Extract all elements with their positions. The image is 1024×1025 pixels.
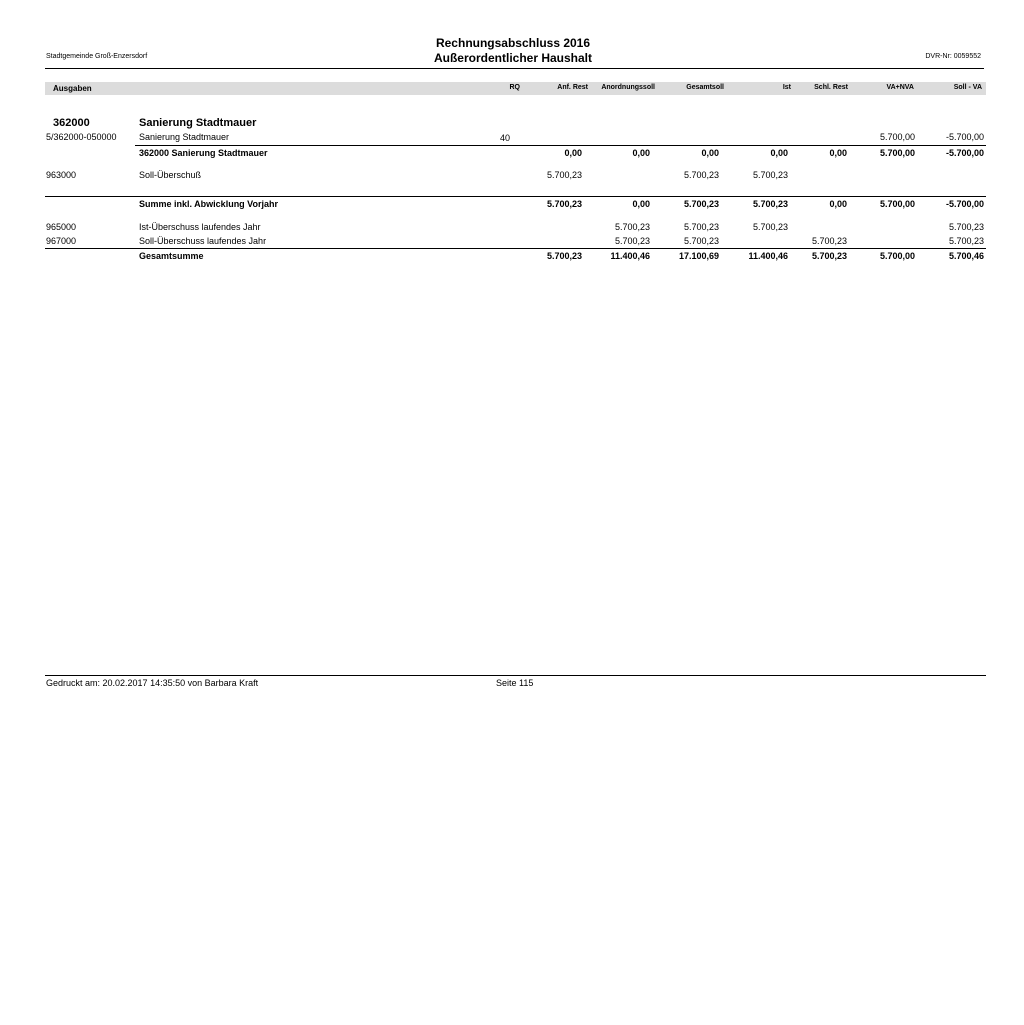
footer-divider <box>45 675 986 676</box>
soll-ueberschuss-lfd-anordnungssoll: 5.700,23 <box>614 236 650 246</box>
col-ist: Ist <box>782 84 791 91</box>
soll-ueberschuss-lfd-schl-rest: 5.700,23 <box>811 236 847 246</box>
account-soll-va: -5.700,00 <box>945 132 984 142</box>
row-divider <box>45 248 986 249</box>
report-title: Rechnungsabschluss 2016 <box>435 36 591 50</box>
gesamtsumme-soll-va: 5.700,46 <box>948 251 984 261</box>
subtotal-anordnungssoll: 0,00 <box>632 148 650 158</box>
gesamtsumme-anordnungssoll: 11.400,46 <box>610 251 650 261</box>
ist-ueberschuss-ist: 5.700,23 <box>752 222 788 232</box>
account-label: Sanierung Stadtmauer <box>139 132 230 142</box>
col-schl-rest: Schl. Rest <box>814 84 848 91</box>
col-rq: RQ <box>509 84 520 91</box>
col-ausgaben: Ausgaben <box>53 84 92 93</box>
account-code: 5/362000-050000 <box>46 132 117 142</box>
soll-ueberschuss-lfd-gesamtsoll: 5.700,23 <box>683 236 719 246</box>
col-gesamtsoll: Gesamtsoll <box>686 84 724 91</box>
summe-vorjahr-gesamtsoll: 5.700,23 <box>683 199 719 209</box>
summe-vorjahr-anordnungssoll: 0,00 <box>632 199 650 209</box>
ist-ueberschuss-anordnungssoll: 5.700,23 <box>614 222 650 232</box>
account-va-nva: 5.700,00 <box>879 132 915 142</box>
soll-ueberschuss-code: 963000 <box>46 170 77 180</box>
subtotal-label: 362000 Sanierung Stadtmauer <box>139 148 268 158</box>
col-soll-va: Soll - VA <box>953 84 982 91</box>
gesamtsumme-label: Gesamtsumme <box>139 251 204 261</box>
subtotal-gesamtsoll: 0,00 <box>701 148 719 158</box>
subtotal-soll-va: -5.700,00 <box>945 148 984 158</box>
soll-ueberschuss-ist: 5.700,23 <box>752 170 788 180</box>
gesamtsumme-gesamtsoll: 17.100,69 <box>678 251 719 261</box>
soll-ueberschuss-gesamtsoll: 5.700,23 <box>683 170 719 180</box>
gesamtsumme-schl-rest: 5.700,23 <box>811 251 847 261</box>
account-rq: 40 <box>500 133 511 143</box>
subtotal-ist: 0,00 <box>770 148 788 158</box>
row-divider <box>45 196 986 197</box>
soll-ueberschuss-lfd-label: Soll-Überschuss laufendes Jahr <box>139 236 267 246</box>
summe-vorjahr-ist: 5.700,23 <box>752 199 788 209</box>
soll-ueberschuss-label: Soll-Überschuß <box>139 170 202 180</box>
ist-ueberschuss-label: Ist-Überschuss laufendes Jahr <box>139 222 261 232</box>
col-va-nva: VA+NVA <box>886 84 914 91</box>
soll-ueberschuss-lfd-soll-va: 5.700,23 <box>948 236 984 246</box>
summe-vorjahr-va-nva: 5.700,00 <box>879 199 915 209</box>
col-anf-rest: Anf. Rest <box>557 84 588 91</box>
ist-ueberschuss-gesamtsoll: 5.700,23 <box>683 222 719 232</box>
summe-vorjahr-soll-va: -5.700,00 <box>945 199 984 209</box>
gesamtsumme-anf-rest: 5.700,23 <box>546 251 582 261</box>
ist-ueberschuss-code: 965000 <box>46 222 77 232</box>
section-code: 362000 <box>53 117 90 129</box>
gesamtsumme-ist: 11.400,46 <box>748 251 788 261</box>
section-name: Sanierung Stadtmauer <box>139 117 257 129</box>
subtotal-schl-rest: 0,00 <box>829 148 847 158</box>
header-divider <box>45 68 984 69</box>
municipality-name: Stadtgemeinde Groß-Enzersdorf <box>46 53 148 60</box>
col-anordnungssoll: Anordnungssoll <box>601 84 655 91</box>
summe-vorjahr-label: Summe inkl. Abwicklung Vorjahr <box>139 199 279 209</box>
subtotal-va-nva: 5.700,00 <box>879 148 915 158</box>
page-number: Seite 115 <box>496 678 534 688</box>
subtotal-anf-rest: 0,00 <box>564 148 582 158</box>
report-subtitle: Außerordentlicher Haushalt <box>433 51 593 65</box>
soll-ueberschuss-lfd-code: 967000 <box>46 236 77 246</box>
dvr-number: DVR-Nr: 0059552 <box>925 53 981 60</box>
printed-info: Gedruckt am: 20.02.2017 14:35:50 von Barbara Kraft <box>46 678 259 688</box>
gesamtsumme-va-nva: 5.700,00 <box>879 251 915 261</box>
summe-vorjahr-schl-rest: 0,00 <box>829 199 847 209</box>
ist-ueberschuss-soll-va: 5.700,23 <box>948 222 984 232</box>
soll-ueberschuss-anf-rest: 5.700,23 <box>546 170 582 180</box>
summe-vorjahr-anf-rest: 5.700,23 <box>546 199 582 209</box>
row-divider <box>135 145 986 146</box>
